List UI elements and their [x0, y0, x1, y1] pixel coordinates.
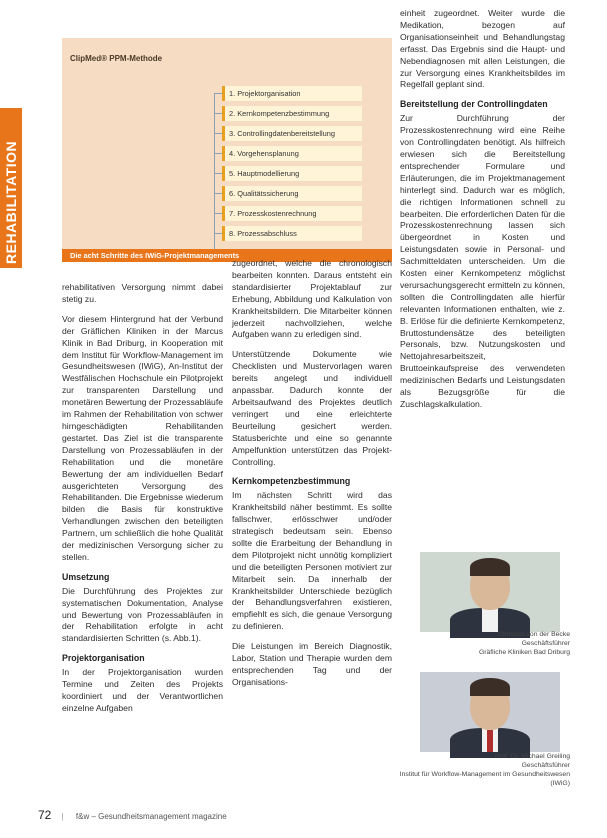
paragraph: einheit zugeordnet. Weiter wurde die Medikation, bezogen auf Organisationseinheit und Behandlungstag erfasst. Das Ergebnis sind die Haupt- und Nebendiagnosen mit allen Leistungen, die zur Versorgung eines Krankheitsbildes im Regelfall geplant sind.: [400, 8, 565, 90]
publication-name: f&w – Gesundheitsmanagement magazine: [75, 812, 227, 821]
paragraph: Die Durchführung des Projektes zur systematischen Dokumentation, Analyse und Bewertung von Prozessabläufen in der Rehabilitation erfolgte in acht standardisierten Schritten (s. Abb.1).: [62, 585, 223, 644]
footer-divider: |: [61, 812, 64, 821]
person-name: Christian von der Becke: [497, 631, 570, 638]
person-title: Geschäftsführer: [521, 640, 570, 647]
figure-step: 7. Prozesskostenrechnung: [222, 206, 362, 221]
figure-step: 4. Vorgehensplanung: [222, 146, 362, 161]
figure-connector: [214, 93, 215, 251]
portrait-caption: [390, 752, 570, 788]
paragraph: Im nächsten Schritt wird das Krankheitsbild näher bestimmt. Es sollte fallschwer, erlösschwer und/oder strategisch bedeutsam sein. Ebenso sollte die Erarbeitung der Behandlung in dem Pilotprojekt nicht unnötig kompliziert und die beteiligten Personen motiviert zur Mitarbeit sein. Da innerhalb der Krankheitsbilder Unterschiede bezüglich der Behandlungsverfahren existieren, empfiehlt es sich, die genaue Versorgung zu definieren.: [232, 490, 392, 632]
page-footer: [38, 808, 227, 822]
portrait-photo: [420, 672, 560, 752]
section-heading: Bereitstellung der Controllingdaten: [400, 99, 548, 110]
paragraph: Unterstützende Dokumente wie Checklisten und Mustervorlagen waren bereits angelegt und individuell anpassbar. Dadurch konnte der Arbeitsaufwand des Projektes deutlich verringert und eine erleichterte Beurteilung gesichert werden. Statusberichte und eine so genannte Ampelfunktion unterstützen das Projekt-Controlling.: [232, 349, 392, 467]
portrait-shirt: [482, 608, 498, 632]
portrait-hair: [470, 558, 510, 576]
paragraph: Zur Durchführung der Prozesskostenrechnung wird eine Reihe von Controllingdaten benötigt. Als hilfreich erwiesen sich die Bereitstellung entsprechender Formulare und Erläuterungen, die im Projektmanagement hinterlegt sind. Dadurch war es möglich, die richtigen Informationen schnell zu bearbeiten. Die erforderlichen Daten für die Prozesskostenrechnung lassen sich übergeordnet in Kosten und Leistungsdaten sowie in Personal- und Sachmitteldaten unterscheiden. Um die Kosten einer Kernkompetenz möglichst verursachungsgerecht ermitteln zu können, sollten die Controllingdaten alle hierfür relevanten Informationen enthalten, wie z. B. Erlöse für die definierte Kernkompetenz, Bruttostundensätze des beteiligten Personals, bzw. Nutzungskosten und Nettojahresarbeitszeit, Bruttoeinkaufspreise des verwendeten medizinischen Bedarfs und Leistungsdaten als Bezugsgröße für die Zuschlagskalkulation.: [400, 113, 565, 409]
section-heading: Kernkompetenzbestimmung: [232, 476, 351, 487]
person-org: Gräfliche Kliniken Bad Driburg: [478, 649, 570, 656]
figure-caption: Die acht Schritte des IWiG-Projektmanagements: [62, 249, 392, 262]
article-column-1: [62, 282, 223, 723]
section-heading: Projektorganisation: [62, 653, 145, 664]
figure-step: 2. Kernkompetenzbestimmung: [222, 106, 362, 121]
figure-step: 6. Qualitätssicherung: [222, 186, 362, 201]
person-org: Institut für Workflow-Management im Gesundheitswesen (IWiG): [399, 771, 570, 787]
portrait-photo: [420, 552, 560, 632]
person-title: Geschäftsführer: [521, 762, 570, 769]
paragraph: zugeordnet, welche die chronologisch bearbeiten konnten. Daraus entsteht ein standardisierter Projektablauf zur Erhebung, Abbildung und Kalkulation von Krankheitsbildern. Die Mitarbeiter können jederzeit nachvollziehen, welche Aufgaben wann zu erledigen sind.: [232, 258, 392, 340]
section-heading: Umsetzung: [62, 571, 110, 582]
figure-step: 1. Projektorganisation: [222, 86, 362, 101]
portrait-caption: [390, 630, 570, 657]
paragraph: Die Leistungen im Bereich Diagnostik, Labor, Station und Therapie wurden dem entsprechenden Tag und der Organisations-: [232, 641, 392, 687]
figure-step: 3. Controllingdatenbereitstellung: [222, 126, 362, 141]
process-figure: [62, 38, 392, 262]
figure-step: 8. Prozessabschluss: [222, 226, 362, 241]
section-label: REHABILITATION: [3, 140, 19, 264]
portrait-tie: [487, 730, 493, 752]
section-tab: [0, 108, 22, 268]
article-column-2: [232, 258, 392, 697]
person-name: Prof. Dr. Michael Greiling: [494, 753, 570, 760]
article-column-3: [400, 8, 565, 419]
paragraph: rehabilitativen Versorgung nimmt dabei stetig zu.: [62, 282, 223, 304]
paragraph: Vor diesem Hintergrund hat der Verbund der Gräflichen Kliniken in der Marcus Klinik in Bad Driburg, in Kooperation mit dem Institut für Workflow-Management im Gesundheitswesen (IWiG), An-Institut der Westfälischen Hochschule ein Pilotprojekt zur transparenten Darstellung und monetären Bewertung der Prozessabläufe im Rahmen der Rehabilitation von schwer hirngeschädigten Rehabilitanden gestartet. Das Ziel ist die transparente Darstellung von Prozessabläufen in der Rehabilitation und die monetäre Bewertung der am individuellen Bedarf ausgerichteten Versorgung des Rehabilitanden. Die Ergebnisse wiederum bilden die Basis für konstruktive Verhandlungen zwischen den beteiligten Partnern, um schließlich die hohe Qualität der medizinischen Versorgung sicher zu stellen.: [62, 313, 223, 562]
paragraph: In der Projektorganisation wurden Termine und Zeiten des Projekts koordiniert und der Verantwortlichen einzelne Aufgaben: [62, 667, 223, 713]
figure-step: 5. Hauptmodellierung: [222, 166, 362, 181]
page-number: 72: [38, 808, 52, 822]
figure-title: ClipMed® PPM-Methode: [70, 54, 163, 63]
portrait-hair: [470, 678, 510, 696]
